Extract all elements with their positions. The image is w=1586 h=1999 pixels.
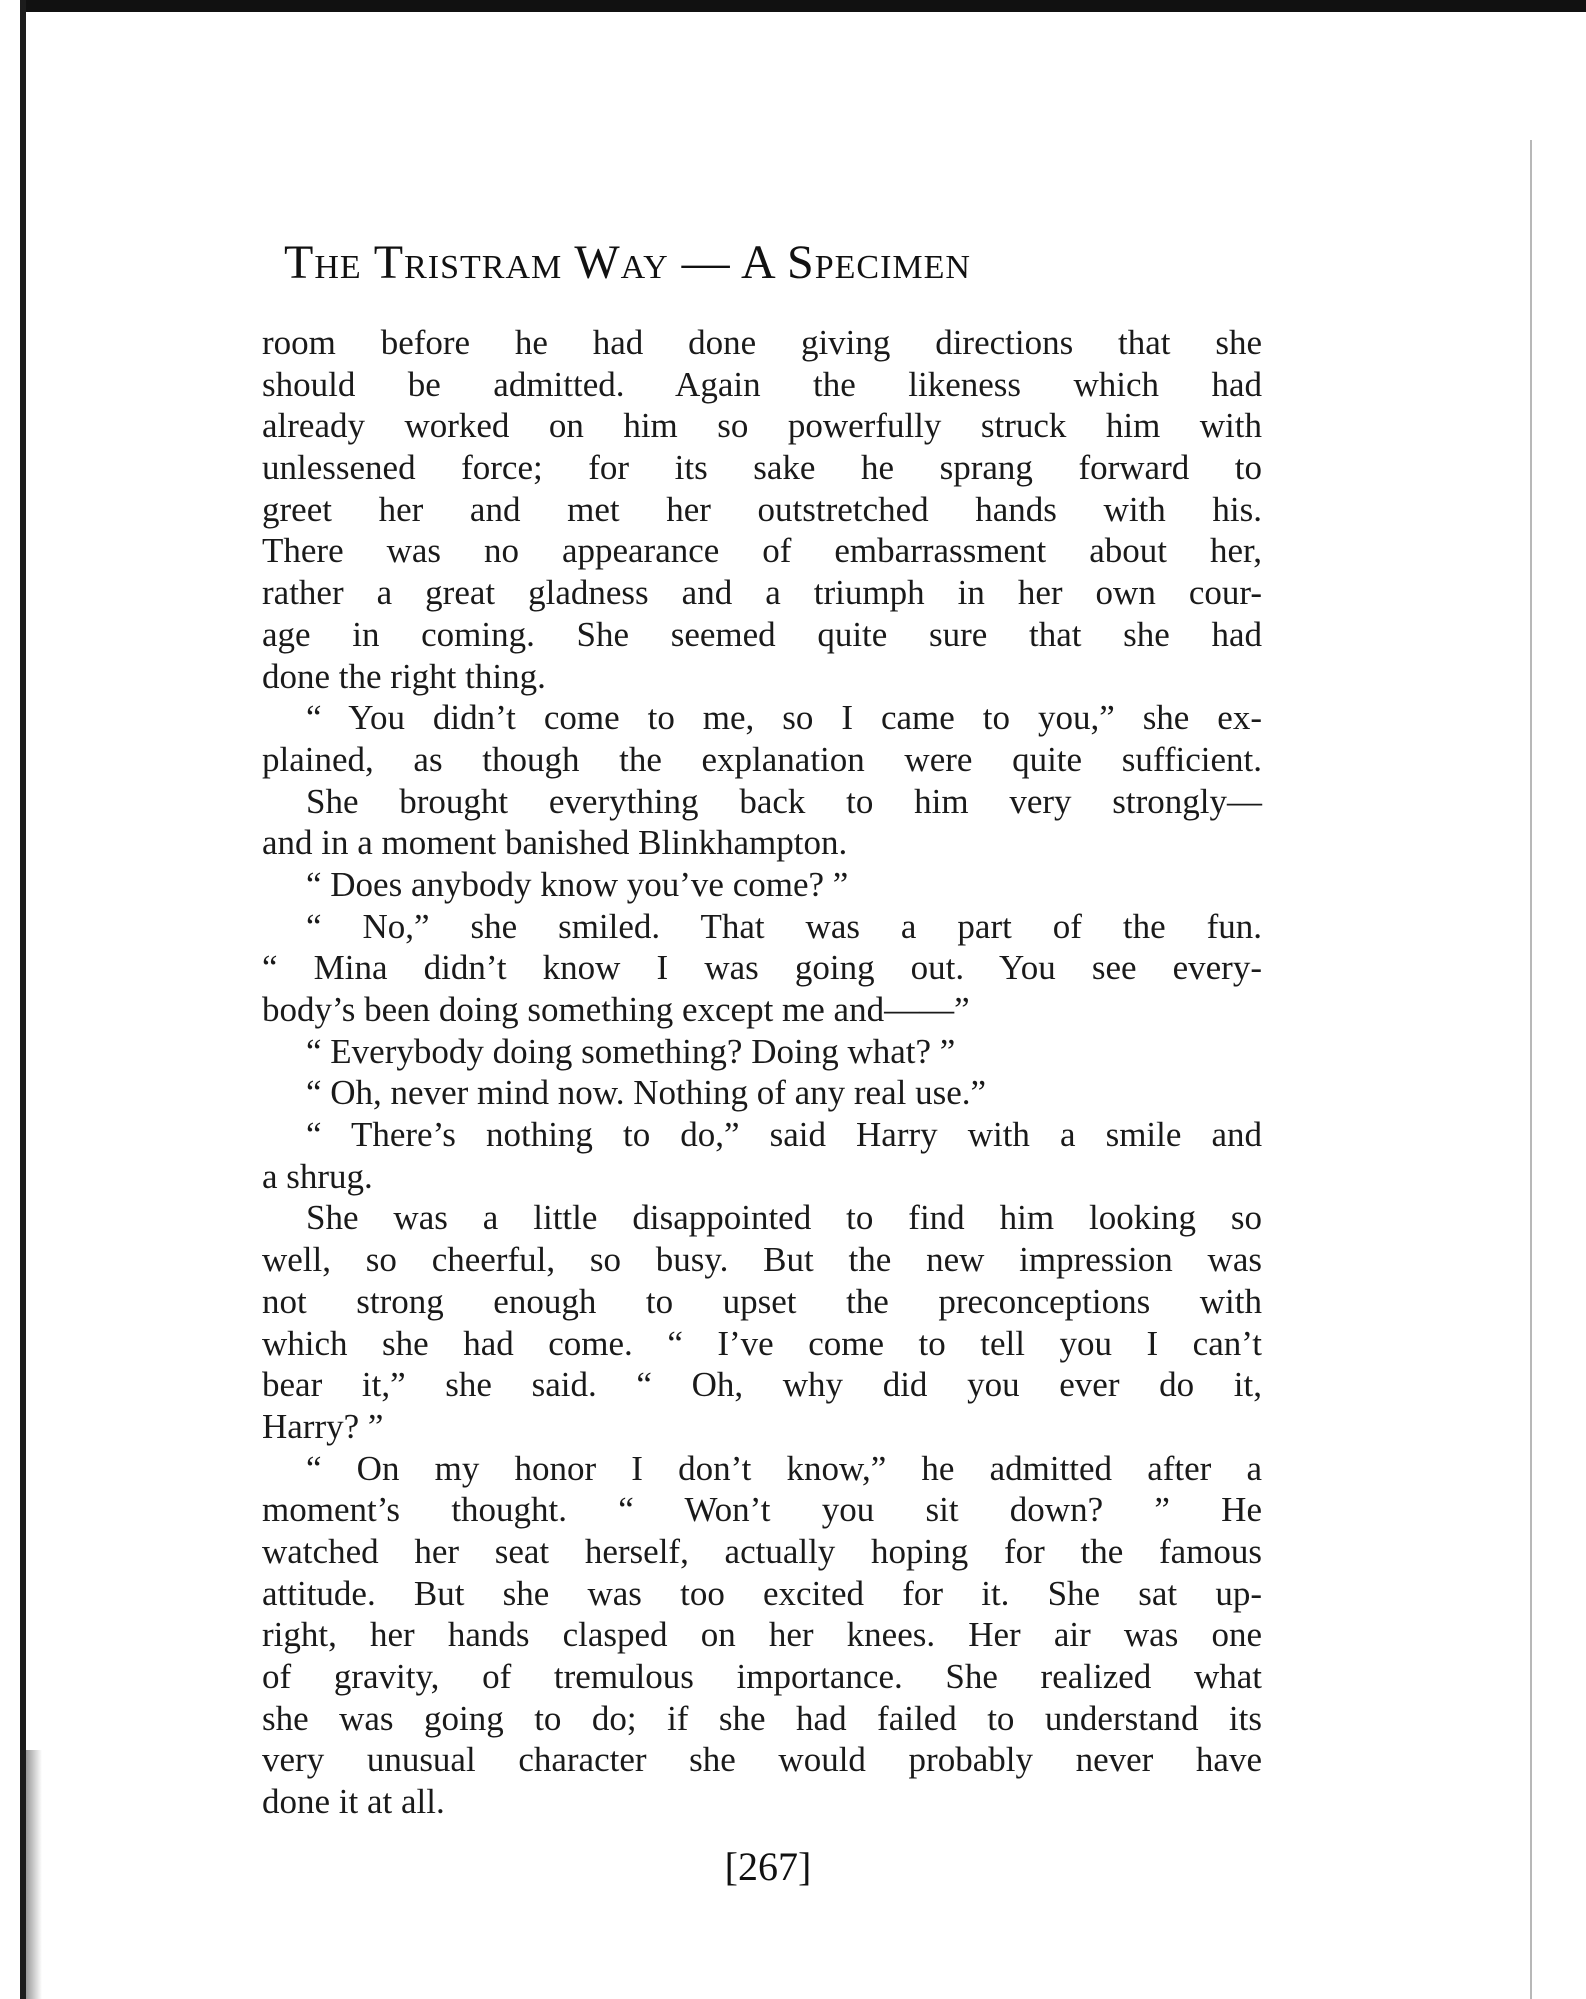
text-line: “ Mina didn’t know I was going out. You see every- xyxy=(262,948,1262,988)
running-head: The Tristram Way — A Specimen xyxy=(284,236,971,289)
text-line: well, so cheerful, so busy. But the new impression was xyxy=(262,1240,1262,1280)
text-line: “ No,” she smiled. That was a part of the fun. xyxy=(306,906,1262,946)
page-number: [267] xyxy=(724,1844,812,1889)
text-line: watched her seat herself, actually hoping for the famous xyxy=(262,1531,1262,1571)
text-line: “ On my honor I don’t know,” he admitted after a xyxy=(306,1448,1262,1488)
text-line: Harry? ” xyxy=(262,1406,384,1446)
text-line: “ You didn’t come to me, so I came to you,” she ex- xyxy=(306,698,1262,738)
text-line: plained, as though the explanation were quite sufficient. xyxy=(262,739,1262,779)
text-line: a shrug. xyxy=(262,1156,373,1196)
text-line: should be admitted. Again the likeness which had xyxy=(262,364,1262,404)
text-line: she was going to do; if she had failed to understand its xyxy=(262,1698,1262,1738)
text-line: “ Does anybody know you’ve come? ” xyxy=(306,864,849,904)
text-line: unlessened force; for its sake he sprang forward to xyxy=(262,448,1262,488)
text-line: which she had come. “ I’ve come to tell you I can’t xyxy=(262,1323,1262,1363)
text-line: rather a great gladness and a triumph in her own cour- xyxy=(262,573,1262,613)
scan-right-edge xyxy=(1530,140,1532,1999)
text-line: already worked on him so powerfully struck him with xyxy=(262,406,1262,446)
text-line: She brought everything back to him very strongly— xyxy=(306,781,1262,821)
text-line: room before he had done giving directions that she xyxy=(262,323,1262,362)
text-line: right, her hands clasped on her knees. Her air was one xyxy=(262,1615,1262,1655)
scan-left-border xyxy=(20,0,26,1999)
text-line: bear it,” she said. “ Oh, why did you ever do it, xyxy=(262,1365,1262,1405)
text-line: of gravity, of tremulous importance. She realized what xyxy=(262,1657,1262,1696)
text-line: done the right thing. xyxy=(262,656,546,696)
text-line: She was a little disappointed to find him looking so xyxy=(306,1198,1262,1238)
text-line: and in a moment banished Blinkhampton. xyxy=(262,823,848,863)
body-text xyxy=(262,322,1262,1823)
text-line: moment’s thought. “ Won’t you sit down? ” He xyxy=(262,1490,1262,1530)
text-line: very unusual character she would probably never have xyxy=(262,1740,1262,1780)
text-line: “ Everybody doing something? Doing what? ” xyxy=(306,1031,956,1071)
text-line: There was no appearance of embarrassment about her, xyxy=(262,531,1262,571)
text-line: attitude. But she was too excited for it. She sat up- xyxy=(262,1573,1262,1613)
text-line: “ Oh, never mind now. Nothing of any real use.” xyxy=(306,1073,987,1113)
scan-binding-shadow xyxy=(26,1750,42,1999)
text-line: body’s been doing something except me and——” xyxy=(262,990,970,1029)
text-line: “ There’s nothing to do,” said Harry with a smile and xyxy=(306,1115,1262,1155)
text-line: age in coming. She seemed quite sure that she had xyxy=(262,614,1262,654)
scan-top-border xyxy=(20,0,1586,12)
text-line: not strong enough to upset the preconceptions with xyxy=(262,1281,1262,1321)
text-line: greet her and met her outstretched hands with his. xyxy=(262,489,1262,529)
text-line: done it at all. xyxy=(262,1782,445,1822)
